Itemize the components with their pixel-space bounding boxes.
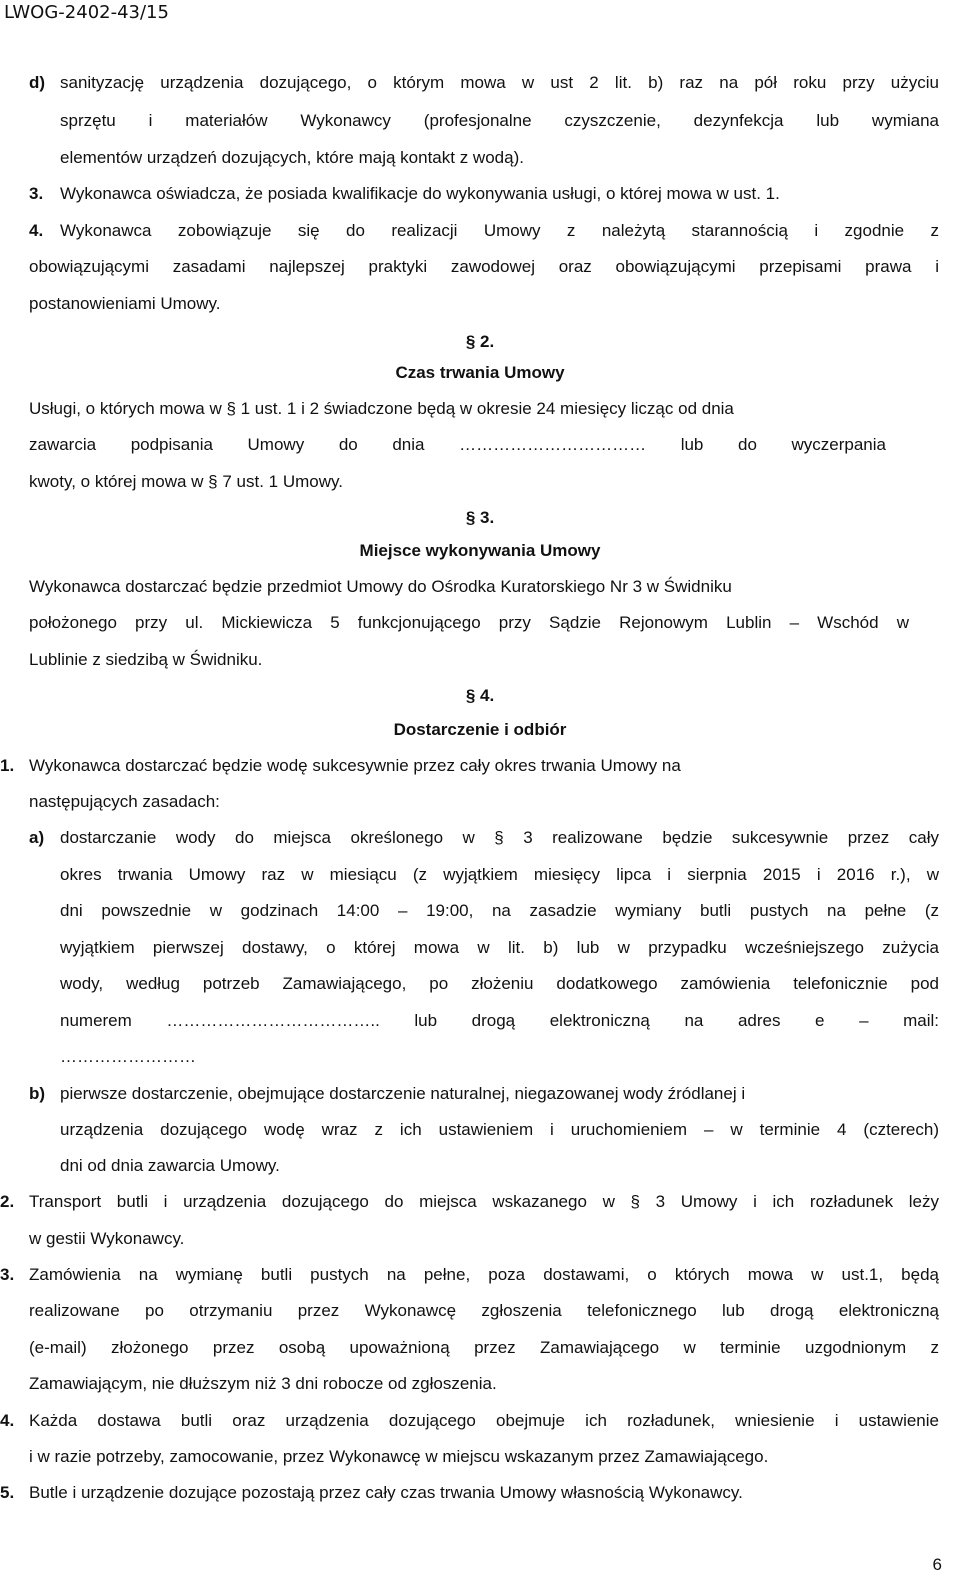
- item-letter: b): [29, 1084, 46, 1103]
- document-code: LWOG-2402-43/15: [4, 2, 169, 23]
- item-number: 4.: [29, 221, 44, 240]
- text-line: (e-mail) złożonego przez osobą upoważnioną przez Zamawiającego w terminie uzgodnionym z: [29, 1338, 939, 1357]
- header-bar: [0, 0, 960, 26]
- text-line: wyjątkiem pierwszej dostawy, o której mowa w lit. b) lub w przypadku wcześniejszego zużycia: [60, 938, 939, 957]
- item-number: 3.: [29, 184, 44, 203]
- text-line: Wykonawca dostarczać będzie wodę sukcesywnie przez cały okres trwania Umowy na: [29, 756, 681, 775]
- section-title: Dostarczenie i odbiór: [393, 720, 567, 739]
- text-line: w gestii Wykonawcy.: [29, 1229, 185, 1248]
- section-title: Czas trwania Umowy: [395, 363, 565, 382]
- section-title: Miejsce wykonywania Umowy: [359, 541, 601, 560]
- text-line: zawarcia podpisania Umowy do dnia …………………………… lub do wyczerpania: [29, 435, 886, 454]
- text-line: Wykonawca dostarczać będzie przedmiot Umowy do Ośrodka Kuratorskiego Nr 3 w Świdniku: [29, 577, 732, 596]
- text-line: urządzenia dozującego wodę wraz z ich ustawieniem i uruchomieniem – w terminie 4 (czterech): [60, 1120, 939, 1139]
- text-line: następujących zasadach:: [29, 792, 220, 811]
- text-line: Każda dostawa butli oraz urządzenia dozującego obejmuje ich rozładunek, wniesienie i ustawienie: [29, 1411, 939, 1430]
- text-line: dostarczanie wody do miejsca określonego w § 3 realizowane będzie sukcesywnie przez cały: [60, 828, 939, 847]
- section-number: § 3.: [465, 508, 495, 527]
- text-line: i w razie potrzeby, zamocowanie, przez Wykonawcę w miejscu wskazanym przez Zamawiającego.: [29, 1447, 769, 1466]
- item-letter: d): [29, 73, 46, 92]
- text-line: realizowane po otrzymaniu przez Wykonawcę zgłoszenia telefonicznego lub drogą elektroniczną: [29, 1301, 939, 1320]
- text-line: dni od dnia zawarcia Umowy.: [60, 1156, 280, 1175]
- text-line: Zamawiającym, nie dłuższym niż 3 dni robocze od zgłoszenia.: [29, 1374, 497, 1393]
- text-line: Lublinie z siedzibą w Świdniku.: [29, 650, 263, 669]
- text-line: sanityzację urządzenia dozującego, o którym mowa w ust 2 lit. b) raz na pół roku przy użyciu: [60, 73, 939, 92]
- text-line: kwoty, o której mowa w § 7 ust. 1 Umowy.: [29, 472, 343, 491]
- item-number: 2.: [0, 1192, 15, 1211]
- text-line: obowiązującymi zasadami najlepszej praktyki zawodowej oraz obowiązującymi przepisami prawa i: [29, 257, 939, 276]
- text-line: postanowieniami Umowy.: [29, 294, 221, 313]
- text-line: numerem ……………………………….. lub drogą elektroniczną na adres e – mail:: [60, 1011, 939, 1030]
- section-number: § 2.: [465, 332, 495, 351]
- text-line: wody, według potrzeb Zamawiającego, po złożeniu dodatkowego zamówienia telefonicznie pod: [60, 974, 939, 993]
- text-line: ……………………: [60, 1047, 196, 1066]
- text-line: Usługi, o których mowa w § 1 ust. 1 i 2 świadczone będą w okresie 24 miesięcy licząc od dnia: [29, 399, 734, 418]
- text-line: położonego przy ul. Mickiewicza 5 funkcjonującego przy Sądzie Rejonowym Lublin – Wschód w: [29, 613, 909, 632]
- section-number: § 4.: [465, 686, 495, 705]
- item-number: 1.: [0, 756, 15, 775]
- text-line: okres trwania Umowy raz w miesiącu (z wyjątkiem miesięcy lipca i sierpnia 2015 i 2016 r.), w: [60, 865, 939, 884]
- text-line: Transport butli i urządzenia dozującego do miejsca wskazanego w § 3 Umowy i ich rozładunek leży: [29, 1192, 939, 1211]
- item-number: 4.: [0, 1411, 15, 1430]
- item-number: 3.: [0, 1265, 15, 1284]
- text-line: Butle i urządzenie dozujące pozostają przez cały czas trwania Umowy własnością Wykonawcy.: [29, 1483, 743, 1502]
- text-line: elementów urządzeń dozujących, które mają kontakt z wodą).: [60, 148, 524, 167]
- item-letter: a): [29, 828, 45, 847]
- text-line: Wykonawca oświadcza, że posiada kwalifikacje do wykonywania usługi, o której mowa w ust. 1.: [60, 184, 780, 203]
- text-line: sprzętu i materiałów Wykonawcy (profesjonalne czyszczenie, dezynfekcja lub wymiana: [60, 111, 939, 130]
- page-number: 6: [932, 1555, 942, 1574]
- text-line: dni powszednie w godzinach 14:00 – 19:00, na zasadzie wymiany butli pustych na pełne (z: [60, 901, 939, 920]
- item-number: 5.: [0, 1483, 15, 1502]
- text-line: pierwsze dostarczenie, obejmujące dostarczenie naturalnej, niegazowanej wody źródlanej i: [60, 1084, 746, 1103]
- text-line: Zamówienia na wymianę butli pustych na pełne, poza dostawami, o których mowa w ust.1, będą: [29, 1265, 939, 1284]
- text-line: Wykonawca zobowiązuje się do realizacji Umowy z należytą starannością i zgodnie z: [60, 221, 939, 240]
